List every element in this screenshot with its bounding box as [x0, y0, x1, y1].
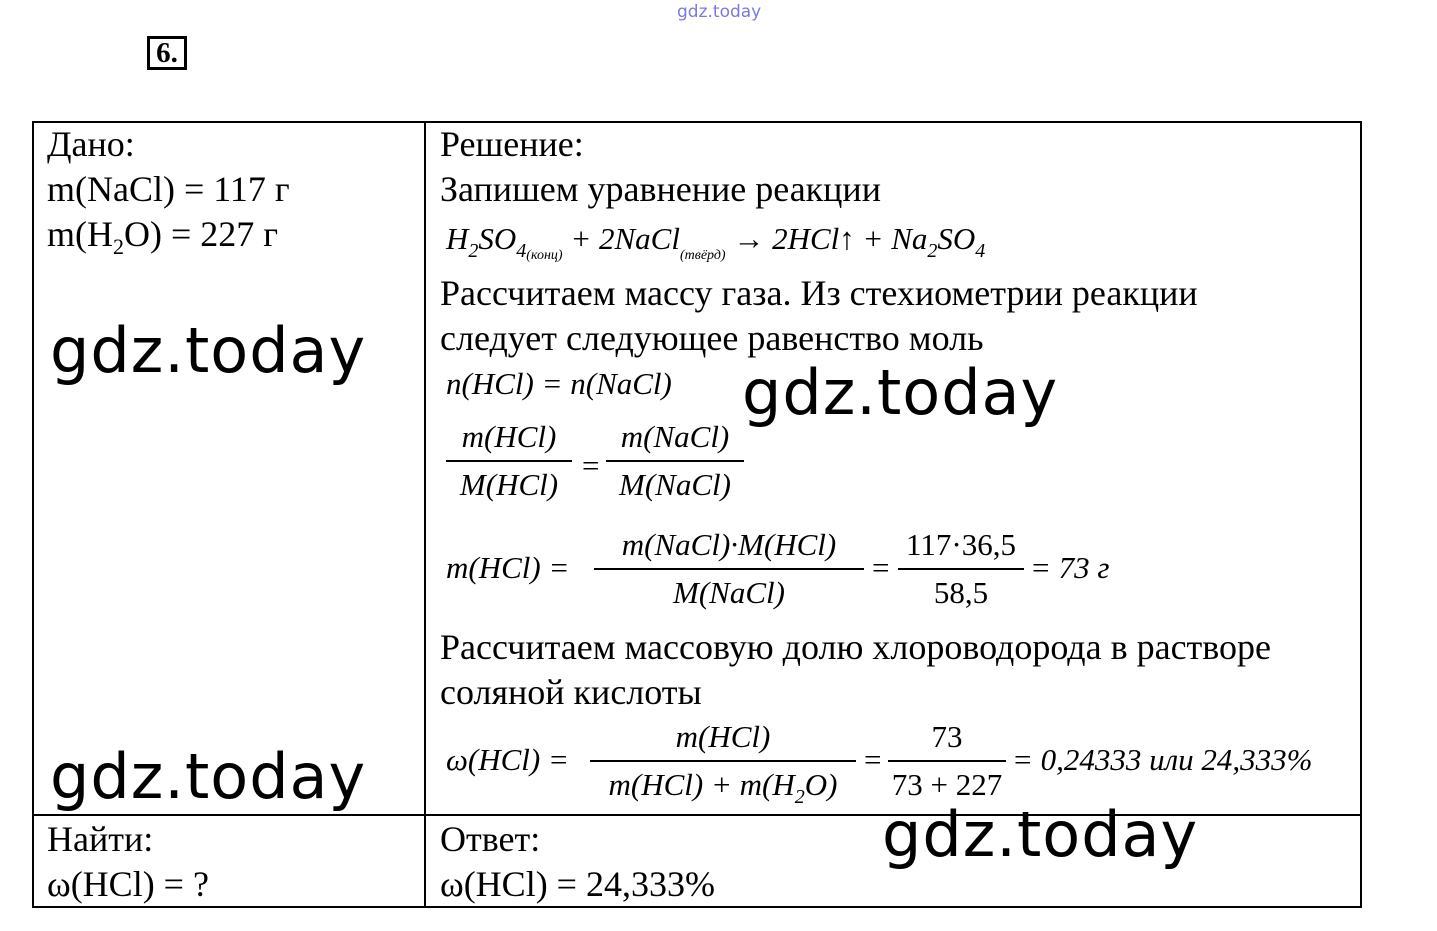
omega-calc-lhs: ω(HCl) =	[446, 742, 569, 777]
top-watermark: gdz.today	[677, 2, 762, 22]
mass-calc-equals: =	[870, 550, 891, 585]
watermark-text: gdz.today	[50, 740, 367, 813]
omega-calc-equals: =	[862, 742, 883, 777]
mass-calc-result: = 73 г	[1030, 550, 1110, 585]
ratio-left-fraction: m(HCl) M(HCl)	[446, 416, 572, 506]
given-heading: Дано:	[47, 124, 135, 164]
mass-calc-fraction: m(NaCl)·M(HCl) M(NaCl)	[594, 524, 864, 614]
omega-calc-numeric-fraction: 73 73 + 227	[888, 716, 1006, 806]
task-number: 6.	[147, 36, 187, 70]
watermark-text: gdz.today	[742, 356, 1059, 429]
answer-heading: Ответ:	[440, 819, 541, 859]
ratio-equals: =	[580, 448, 601, 483]
watermark-text: gdz.today	[50, 314, 367, 387]
find-target: ω(HCl) = ?	[47, 864, 209, 904]
answer-value: ω(HCl) = 24,333%	[440, 864, 715, 904]
watermark-text: gdz.today	[882, 798, 1199, 871]
find-heading: Найти:	[47, 819, 154, 859]
solution-heading: Решение:	[440, 124, 584, 164]
solution-line: соляной кислоты	[440, 672, 702, 712]
column-divider	[424, 121, 426, 908]
reaction-equation: $H_2SO_{4(конц)}$ + 2NaCl$_{(твёрд)}$ → 2HCl↑ + $Na_2SO_4$	[446, 221, 986, 263]
omega-calc-fraction: m(HCl) $m(HCl) + m(H_2O)$	[590, 716, 856, 818]
mass-calc-lhs: m(HCl) =	[446, 550, 570, 585]
mass-calc-numeric-fraction: 117·36,5 58,5	[898, 524, 1024, 614]
ratio-right-fraction: m(NaCl) M(NaCl)	[606, 416, 744, 506]
given-mass-nacl: m(NaCl) = 117 г	[47, 169, 290, 209]
solution-line: следует следующее равенство моль	[440, 318, 984, 358]
mole-equality: n(HCl) = n(NaCl)	[446, 366, 672, 401]
solution-line: Рассчитаем массу газа. Из стехиометрии реакции	[440, 273, 1198, 313]
solution-line: Рассчитаем массовую долю хлороводорода в растворе	[440, 627, 1272, 667]
omega-calc-result: = 0,24333 или 24,333%	[1012, 742, 1313, 777]
given-mass-water: $m(H_2O) = 227$ г	[47, 214, 279, 260]
solution-line: Запишем уравнение реакции	[440, 169, 881, 209]
